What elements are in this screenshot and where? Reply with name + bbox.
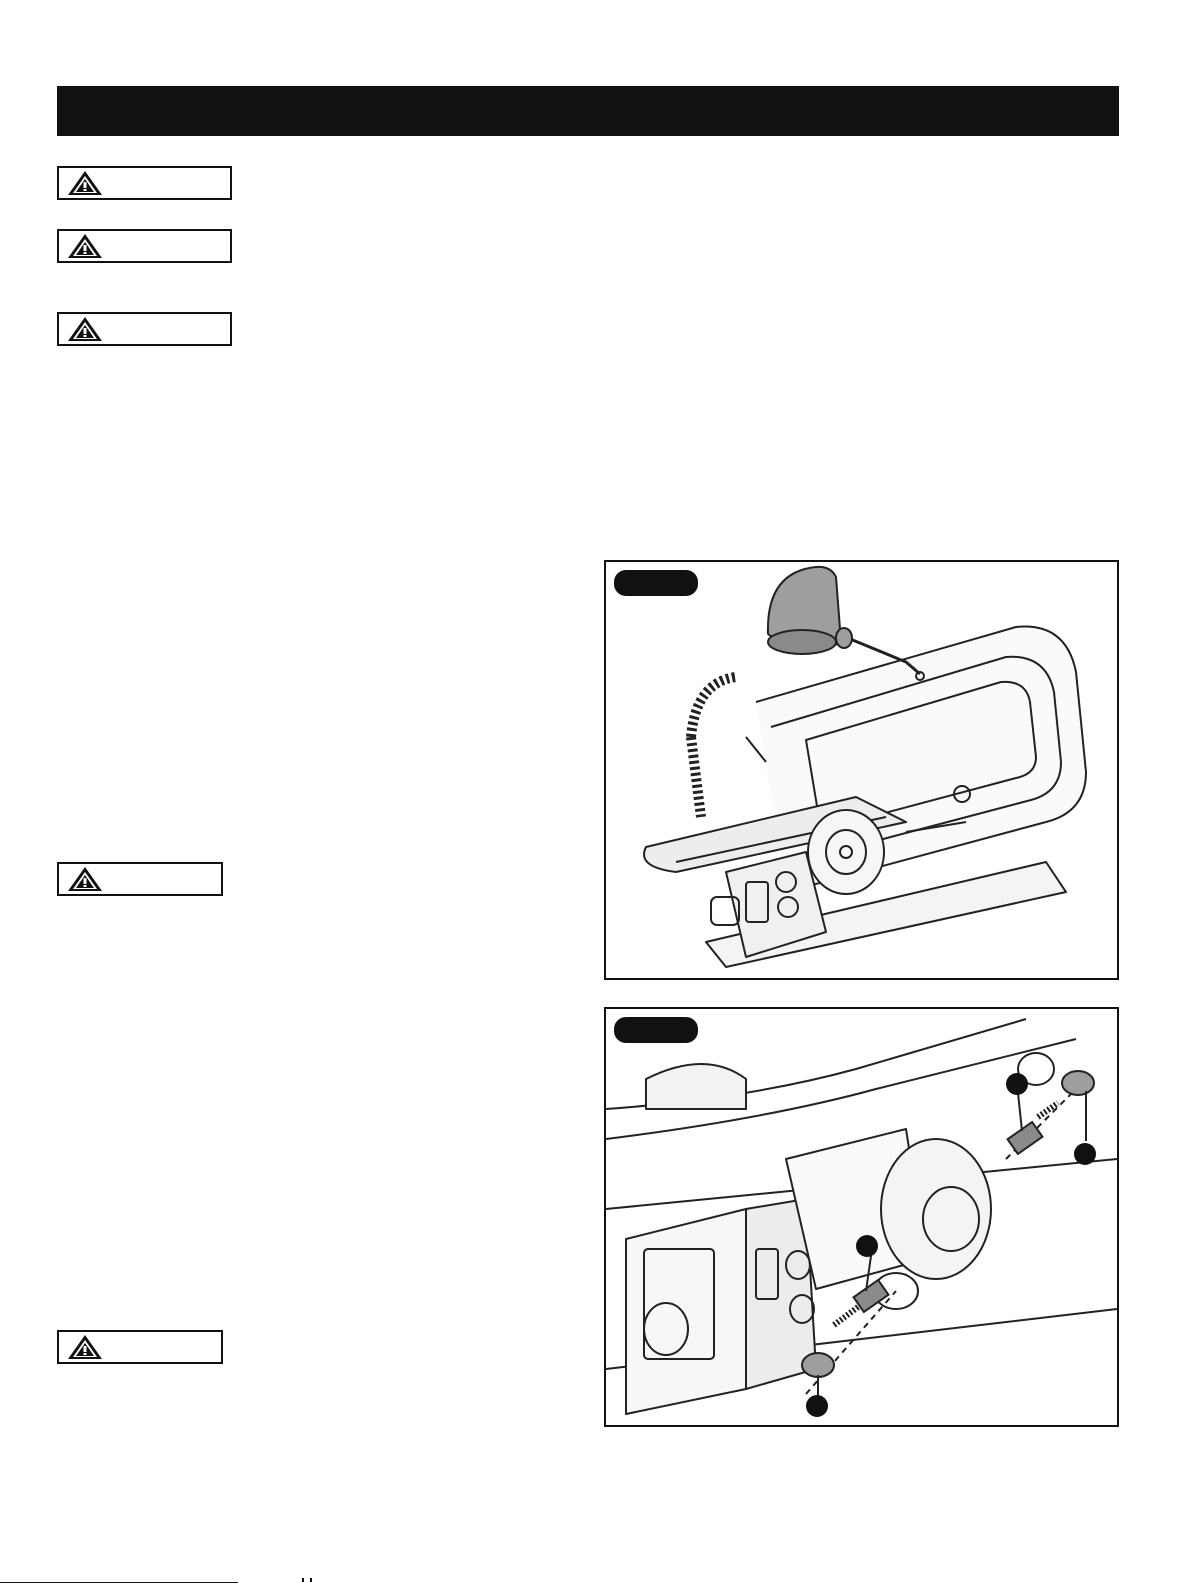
figure-brushes bbox=[604, 1007, 1119, 1427]
warning-label-3 bbox=[57, 312, 232, 346]
warning-triangle-icon bbox=[67, 170, 103, 196]
warning-label-5 bbox=[57, 1330, 223, 1364]
callout-marker-icon bbox=[856, 1235, 878, 1257]
warning-label-1 bbox=[57, 166, 232, 200]
figure-oiling bbox=[604, 560, 1119, 980]
motor-brush-replacement-illustration bbox=[606, 1009, 1117, 1425]
footer-mark bbox=[302, 1578, 312, 1582]
section-header-bar bbox=[57, 86, 1119, 136]
warning-label-2 bbox=[57, 229, 232, 263]
warning-triangle-icon bbox=[67, 233, 103, 259]
callout-marker-icon bbox=[1074, 1143, 1096, 1165]
figure-tag bbox=[614, 570, 698, 596]
footer-rule bbox=[0, 1582, 238, 1583]
warning-triangle-icon bbox=[67, 1334, 103, 1360]
scroll-saw-oiling-illustration bbox=[606, 562, 1117, 978]
warning-triangle-icon bbox=[67, 866, 103, 892]
warning-label-4 bbox=[57, 862, 223, 896]
figure-tag bbox=[614, 1017, 698, 1043]
warning-triangle-icon bbox=[67, 316, 103, 342]
callout-marker-icon bbox=[806, 1395, 828, 1417]
callout-marker-icon bbox=[1006, 1073, 1028, 1095]
